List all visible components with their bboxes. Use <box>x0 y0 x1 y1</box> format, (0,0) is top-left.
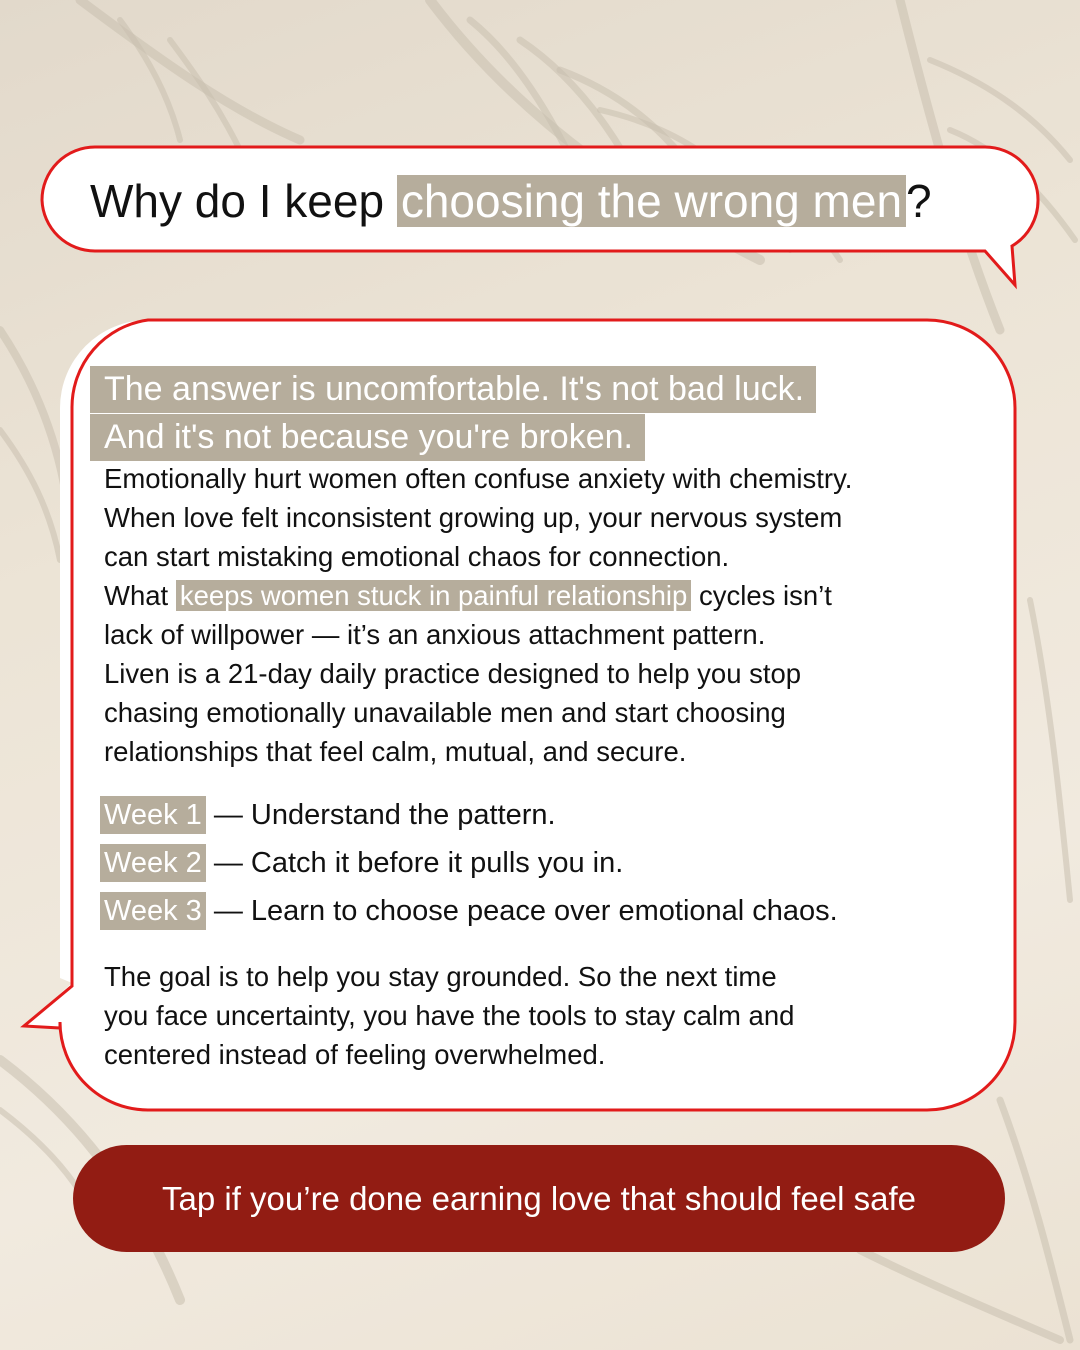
weeks-list <box>100 791 838 935</box>
week-item <box>100 839 838 887</box>
question-headline <box>90 172 1020 232</box>
week-tag: Week 3 <box>100 892 206 930</box>
goal-paragraph <box>104 957 984 1074</box>
intro-line-2: And it's not because you're broken. <box>90 414 645 461</box>
body-line: Emotionally hurt women often confuse anxiety with chemistry. <box>104 463 853 494</box>
week-item <box>100 791 838 839</box>
body-line-with-highlight <box>104 576 984 615</box>
body-line: relationships that feel calm, mutual, and secure. <box>104 736 687 767</box>
body-line: Liven is a 21-day daily practice designed to help you stop <box>104 658 802 689</box>
goal-line: The goal is to help you stay grounded. So the next time <box>104 961 777 992</box>
week-description: — Catch it before it pulls you in. <box>205 847 624 879</box>
body-paragraph <box>104 459 984 771</box>
intro-highlight <box>90 366 816 461</box>
body-line: can start mistaking emotional chaos for connection. <box>104 541 730 572</box>
week-tag: Week 1 <box>100 796 206 834</box>
body-line: chasing emotionally unavailable men and start choosing <box>104 697 786 728</box>
body-line: When love felt inconsistent growing up, your nervous system <box>104 502 843 533</box>
question-text-start: Why do I keep <box>90 175 397 227</box>
question-mark: ? <box>906 175 932 227</box>
week-description: — Learn to choose peace over emotional chaos. <box>205 895 838 927</box>
question-highlight: choosing the wrong men <box>397 175 906 227</box>
body-line-start: What <box>104 580 176 611</box>
body-line: lack of willpower — it’s an anxious attachment pattern. <box>104 619 766 650</box>
week-description: — Understand the pattern. <box>205 799 556 831</box>
goal-line: centered instead of feeling overwhelmed. <box>104 1039 606 1070</box>
week-tag: Week 2 <box>100 844 206 882</box>
intro-line-1: The answer is uncomfortable. It's not bad luck. <box>90 366 816 413</box>
inline-highlight: keeps women stuck in painful relationship <box>176 580 692 611</box>
body-line-end: cycles isn’t <box>691 580 832 611</box>
goal-line: you face uncertainty, you have the tools to stay calm and <box>104 1000 795 1031</box>
week-item <box>100 887 838 935</box>
cta-button[interactable]: Tap if you’re done earning love that should feel safe <box>73 1145 1005 1252</box>
